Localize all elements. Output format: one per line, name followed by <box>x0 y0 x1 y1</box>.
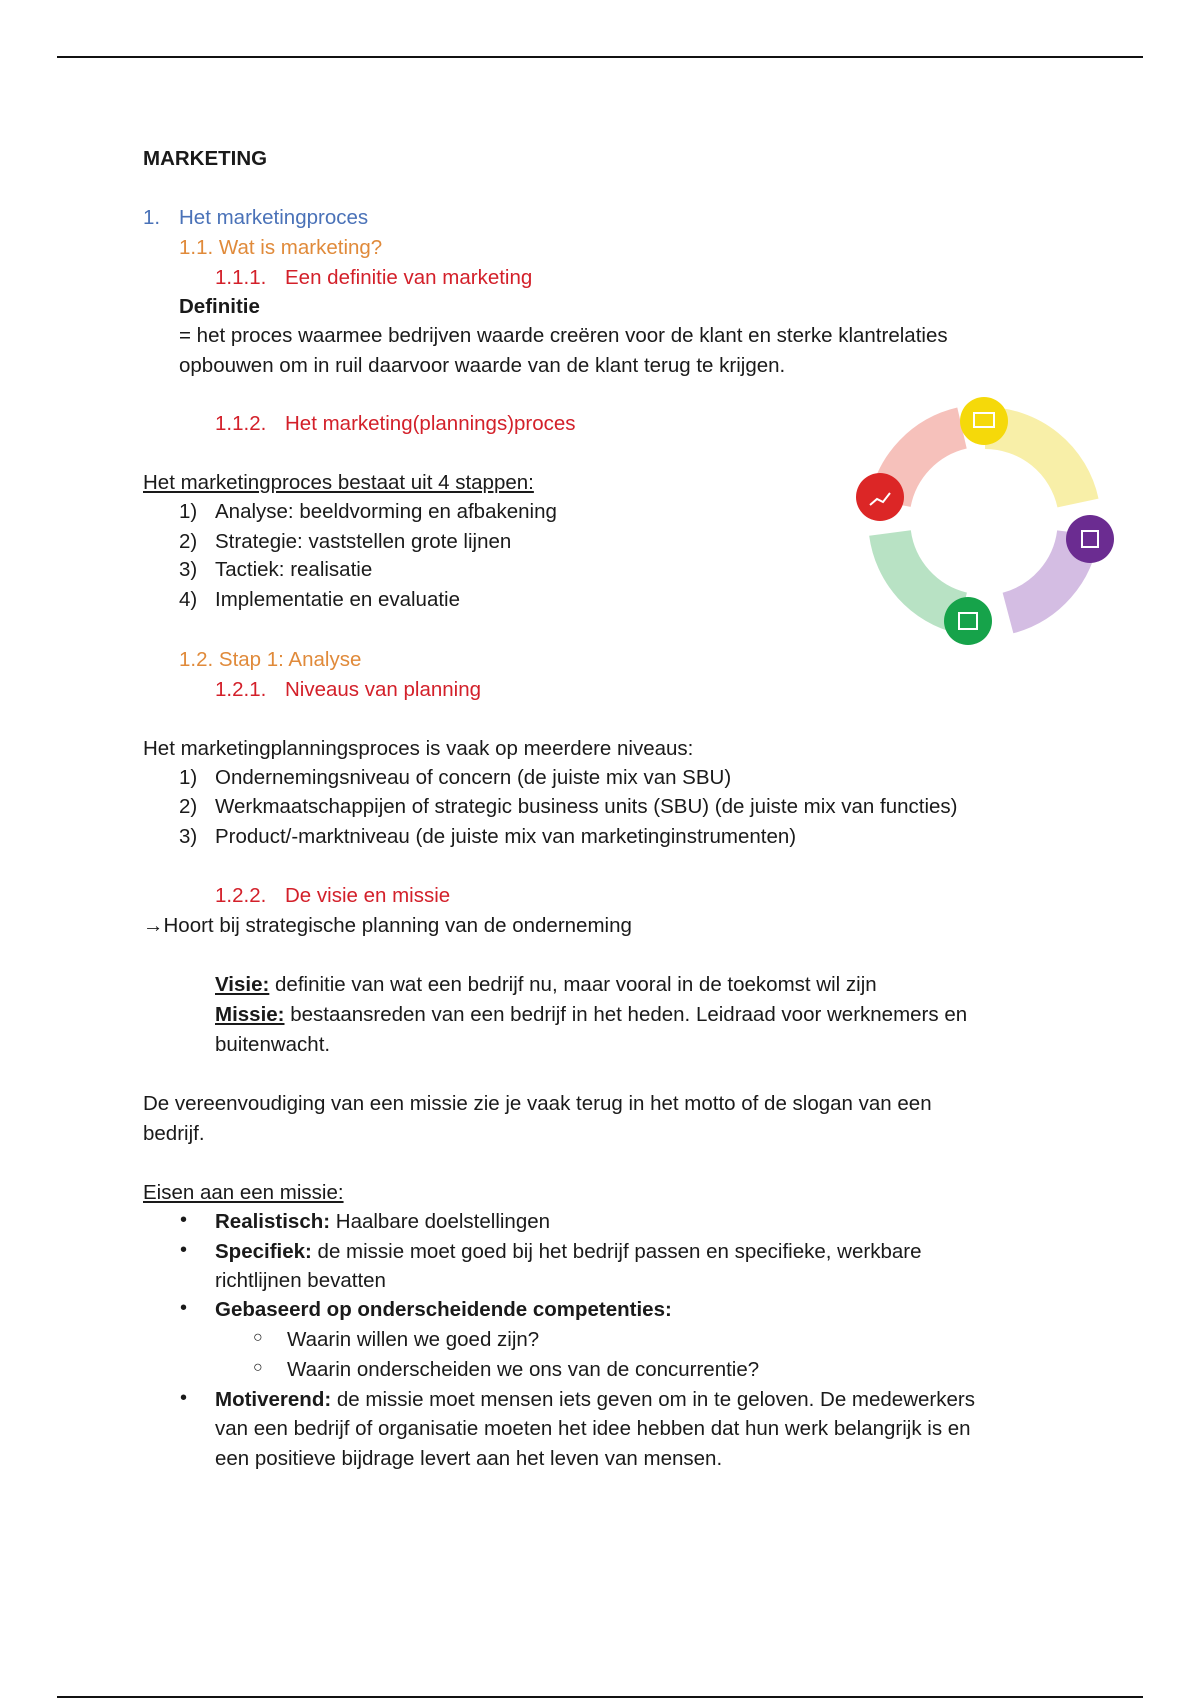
simplify-line-1: De vereenvoudiging van een missie zie je vaak terug in het motto of de slogan van een <box>143 1092 932 1115</box>
level-number: 3) <box>179 825 198 848</box>
heading-1-text: Het marketingproces <box>179 206 369 229</box>
step-number: 1) <box>179 500 198 523</box>
definition-label: Definitie <box>179 295 260 318</box>
requirement-text: Haalbare doelstellingen <box>330 1210 551 1233</box>
heading-1-1-2-text: Het marketing(plannings)proces <box>285 412 576 435</box>
requirement-label: Motiverend: <box>215 1388 332 1411</box>
step-number: 3) <box>179 558 198 581</box>
step-item <box>179 555 372 584</box>
step-item <box>179 527 511 556</box>
level-item <box>179 763 731 792</box>
levels-intro: Het marketingplanningsproces is vaak op meerdere niveaus: <box>143 737 694 760</box>
strategie-node-icon <box>1066 515 1114 563</box>
step-number: 4) <box>179 588 198 611</box>
level-text: Werkmaatschappijen of strategic business units (SBU) (de juiste mix van functies) <box>215 795 958 818</box>
page-title: MARKETING <box>143 147 268 170</box>
missie-line <box>215 1000 967 1029</box>
simplify-line-2: bedrijf. <box>143 1122 205 1145</box>
requirement-motiverend-line-2: van een bedrijf of organisatie moeten het idee hebben dat hun werk belangrijk is en <box>215 1417 971 1440</box>
heading-1-1-2 <box>215 409 576 438</box>
heading-1-2-2-text: De visie en missie <box>285 884 451 907</box>
requirement-text: de missie moet goed bij het bedrijf passen en specifieke, werkbare <box>311 1240 922 1263</box>
heading-1-2-1 <box>215 675 481 704</box>
step-item <box>179 585 460 614</box>
requirement-specifiek <box>215 1237 922 1266</box>
level-item <box>179 792 957 821</box>
step-text: Analyse: beeldvorming en afbakening <box>215 500 557 523</box>
missie-line-2: buitenwacht. <box>215 1033 331 1056</box>
requirement-label: Realistisch: <box>215 1210 331 1233</box>
heading-1-number: 1. <box>143 206 161 229</box>
implementatie-node-icon <box>856 473 904 521</box>
definition-line-2: opbouwen om in ruil daarvoor waarde van de klant terug te krijgen. <box>179 354 786 377</box>
requirement-label: Specifiek: <box>215 1240 312 1263</box>
heading-1 <box>143 203 368 232</box>
heading-1-1-number: 1.1. <box>179 236 214 259</box>
top-rule <box>57 56 1143 58</box>
requirement-sub-item: Waarin onderscheiden we ons van de concurrentie? <box>287 1358 760 1381</box>
heading-1-1-1 <box>215 263 532 292</box>
sub-bullet-icon: ○ <box>253 1329 263 1346</box>
step-item <box>179 497 557 526</box>
bullet-icon: • <box>180 1297 188 1319</box>
level-number: 2) <box>179 795 198 818</box>
bottom-rule <box>57 1696 1143 1698</box>
cycle-arc-tactiek <box>890 533 962 613</box>
level-text: Product/-marktniveau (de juiste mix van marketinginstrumenten) <box>215 825 797 848</box>
sub-bullet-icon: ○ <box>253 1359 263 1376</box>
heading-1-1 <box>179 233 382 262</box>
visie-line <box>215 970 877 999</box>
steps-intro: Het marketingproces bestaat uit 4 stappen: <box>143 471 534 494</box>
bullet-icon: • <box>180 1239 188 1261</box>
heading-1-1-text: Wat is marketing? <box>218 236 383 259</box>
bullet-icon: • <box>180 1387 188 1409</box>
heading-1-1-2-number: 1.1.2. <box>215 412 267 435</box>
step-text: Tactiek: realisatie <box>215 558 373 581</box>
level-item <box>179 822 796 851</box>
requirement-motiverend-line-3: een positieve bijdrage levert aan het leven van mensen. <box>215 1447 723 1470</box>
heading-1-2-1-text: Niveaus van planning <box>285 678 482 701</box>
heading-1-2-2 <box>215 881 450 910</box>
requirement-sub-item: Waarin willen we goed zijn? <box>287 1328 540 1351</box>
missie-text: bestaansreden van een bedrijf in het heden. Leidraad voor werknemers en <box>284 1003 968 1026</box>
requirement-text: de missie moet mensen iets geven om in te geloven. De medewerkers <box>331 1388 975 1411</box>
requirements-intro: Eisen aan een missie: <box>143 1181 344 1204</box>
step-number: 2) <box>179 530 198 553</box>
heading-1-2-text: Stap 1: Analyse <box>218 648 362 671</box>
level-number: 1) <box>179 766 198 789</box>
heading-1-1-1-number: 1.1.1. <box>215 266 267 289</box>
requirement-competenties: Gebaseerd op onderscheidende competenties: <box>215 1298 672 1321</box>
requirement-motiverend <box>215 1385 975 1414</box>
visie-label: Visie: <box>215 973 270 996</box>
step-text: Implementatie en evaluatie <box>215 588 461 611</box>
heading-1-2-2-number: 1.2.2. <box>215 884 267 907</box>
requirement-specifiek-line-2: richtlijnen bevatten <box>215 1269 386 1292</box>
level-text: Ondernemingsniveau of concern (de juiste mix van SBU) <box>215 766 732 789</box>
definition-line-1: = het proces waarmee bedrijven waarde creëren voor de klant en sterke klantrelaties <box>179 324 948 347</box>
strategic-planning-note: →Hoort bij strategische planning van de onderneming <box>143 914 632 937</box>
requirement-realistisch <box>215 1207 550 1236</box>
visie-text: definitie van wat een bedrijf nu, maar vooral in de toekomst wil zijn <box>269 973 877 996</box>
bullet-icon: • <box>180 1209 188 1231</box>
heading-1-1-1-text: Een definitie van marketing <box>285 266 533 289</box>
heading-1-2-number: 1.2. <box>179 648 214 671</box>
marketing-cycle-diagram <box>850 393 1120 653</box>
step-text: Strategie: vaststellen grote lijnen <box>215 530 512 553</box>
heading-1-2-1-number: 1.2.1. <box>215 678 267 701</box>
tactiek-node-icon <box>944 597 992 645</box>
analyse-node-icon <box>960 397 1008 445</box>
heading-1-2 <box>179 645 361 674</box>
missie-label: Missie: <box>215 1003 285 1026</box>
